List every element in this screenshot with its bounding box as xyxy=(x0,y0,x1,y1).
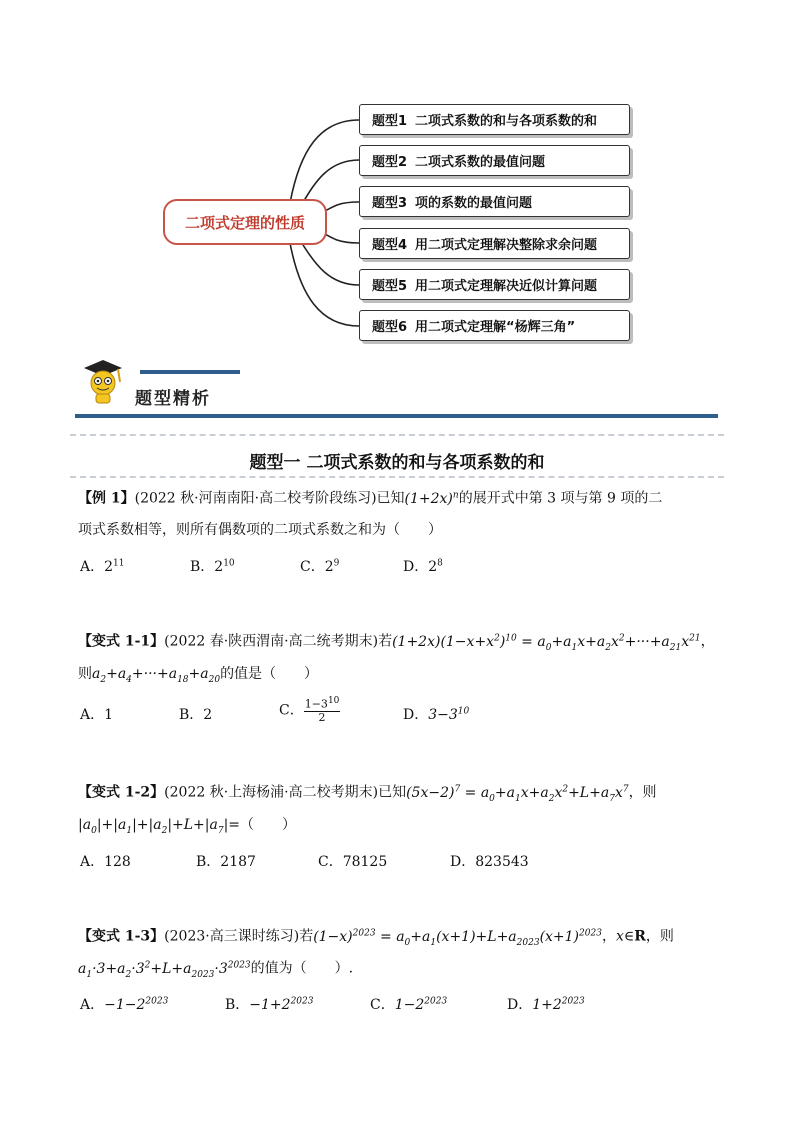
math-expression: $(1-x)^{2023} = a_0+a_1(x+1)+L+a_{2023}(x+1)^{2023}$ xyxy=(313,928,602,948)
branch-number: 题型6 xyxy=(372,320,408,335)
branch-label: 项的系数的最值问题 xyxy=(415,196,533,211)
math-expression: $(5x-2)^7 = a_0+a_1x+a_2x^2+L+a_7x^7$ xyxy=(406,784,629,804)
divider xyxy=(70,476,724,478)
banner-top-bar xyxy=(140,370,240,374)
question-text: 的展开式中第 3 项与第 9 项的二 xyxy=(458,490,663,507)
example-source: (2023·高三课时练习) xyxy=(164,928,300,945)
option-c[interactable]: C．78125 xyxy=(318,854,388,870)
branch-number: 题型2 xyxy=(372,155,408,170)
math-expression: $a_2+a_4+\cdot\cdot\cdot+a_{18}+a_{20}$ xyxy=(92,666,221,685)
example-1-question xyxy=(78,491,662,506)
variant-1-2-question-line2: $|a_0|+|a_1|+|a_2|+L+|a_7|=$（ ） xyxy=(78,817,297,836)
divider xyxy=(70,434,724,436)
example-tag: 【变式 1-1】 xyxy=(78,633,165,650)
example-tag: 【变式 1-2】 xyxy=(78,784,165,801)
branch-label: 二项式系数的最值问题 xyxy=(415,155,546,170)
branch-number: 题型5 xyxy=(372,279,408,294)
mindmap-branch-3 xyxy=(359,186,630,217)
branch-number: 题型3 xyxy=(372,196,408,211)
question-text: 若 xyxy=(378,633,393,650)
mindmap-root: 二项式定理的性质 xyxy=(163,199,327,245)
example-source: (2022 秋·上海杨浦·高二校考期末) xyxy=(164,784,379,801)
mindmap-branch-1 xyxy=(359,104,630,135)
variant-1-3-question: 【变式 1-3】(2023·高三课时练习)若$(1-x)^{2023} = a_0+a_1(x+1)+L+a_{2023}(x+1)^{2023}$，x∈R，则 xyxy=(78,928,674,948)
branch-label: 用二项式定理解决整除求余问题 xyxy=(415,238,598,253)
example-source: (2022 春·陕西渭南·高二统考期末) xyxy=(164,633,379,650)
variant-1-1-question: 【变式 1-1】(2022 春·陕西渭南·高二统考期末)若$(1+2x)(1-x+x^2)^{10} = a_0+a_1x+a_2x^2+\cdot\cdot\cdot+a_{21}x^{21}$， xyxy=(78,633,715,653)
option-d[interactable]: D．$1+2^{2023}$ xyxy=(507,996,585,1013)
example-tag: 【例 1】 xyxy=(78,490,135,507)
branch-number: 题型4 xyxy=(372,238,408,253)
math-expression: $(1+2x)(1-x+x^2)^{10} = a_0+a_1x+a_2x^2+\cdot\cdot\cdot+a_{21}x^{21}$ xyxy=(392,633,701,653)
question-text: 已知 xyxy=(376,490,405,507)
math-expression: $a_1\cdot 3+a_2\cdot 3^2+L+a_{2023}\cdot 3^{2023}$ xyxy=(78,960,251,980)
branch-label: 用二项式定理解“杨辉三角” xyxy=(415,320,576,335)
option-d[interactable]: D．$3-3^{10}$ xyxy=(403,706,470,723)
banner-bottom-rule xyxy=(75,414,718,418)
question-text: 若 xyxy=(299,928,314,945)
mindmap-connectors xyxy=(0,0,794,360)
branch-label: 二项式系数的和与各项系数的和 xyxy=(415,114,598,129)
option-d[interactable]: D．823543 xyxy=(450,854,529,870)
variant-1-3-question-line2: $a_1\cdot 3+a_2\cdot 3^2+L+a_{2023}\cdot 3^{2023}$的值为（ ）. xyxy=(78,960,354,980)
option-a[interactable]: A．1 xyxy=(80,707,114,723)
variant-1-1-question-line2: 则$a_2+a_4+\cdot\cdot\cdot+a_{18}+a_{20}$的值是（ ） xyxy=(78,666,319,685)
option-b[interactable]: B．2187 xyxy=(196,854,256,870)
mindmap-branch-2 xyxy=(359,145,630,176)
example-source: (2022 秋·河南南阳·高二校考阶段练习) xyxy=(134,490,377,507)
section-title: 题型一 二项式系数的和与各项系数的和 xyxy=(249,453,545,473)
option-a[interactable]: A．128 xyxy=(80,854,131,870)
banner-title: 题型精析 xyxy=(135,389,211,409)
option-c[interactable]: C． $\frac{1-3^{10}}{2}$ xyxy=(279,696,340,724)
example-tag: 【变式 1-3】 xyxy=(78,928,165,945)
option-a[interactable]: A．$2^{11}$ xyxy=(80,558,125,575)
variant-1-2-question: 【变式 1-2】(2022 秋·上海杨浦·高二校考期末)已知$(5x-2)^7 = a_0+a_1x+a_2x^2+L+a_7x^7$，则 xyxy=(78,784,657,804)
option-c[interactable]: C．$2^9$ xyxy=(300,558,340,575)
mindmap-branch-4 xyxy=(359,228,630,259)
math-expression: $|a_0|+|a_1|+|a_2|+L+|a_7|=$ xyxy=(78,817,241,836)
branch-label: 用二项式定理解决近似计算问题 xyxy=(415,279,598,294)
option-b[interactable]: B．2 xyxy=(179,707,213,723)
question-text: 已知 xyxy=(378,784,407,801)
mascot-icon xyxy=(80,356,126,404)
option-b[interactable]: B．$-1+2^{2023}$ xyxy=(225,996,314,1013)
example-1-question-line2: 项式系数相等，则所有偶数项的二项式系数之和为（ ） xyxy=(78,522,442,538)
option-c[interactable]: C．$1-2^{2023}$ xyxy=(370,996,448,1013)
mindmap-branch-6 xyxy=(359,310,630,341)
math-fraction: $\frac{1-3^{10}}{2}$ xyxy=(304,696,340,724)
branch-number: 题型1 xyxy=(372,114,408,129)
option-d[interactable]: D．$2^8$ xyxy=(403,558,443,575)
option-b[interactable]: B．$2^{10}$ xyxy=(190,558,235,575)
mindmap-branch-5 xyxy=(359,269,630,300)
option-a[interactable]: A．$-1-2^{2023}$ xyxy=(80,996,169,1013)
math-expression: $(1+2x)^n$ xyxy=(404,490,459,507)
